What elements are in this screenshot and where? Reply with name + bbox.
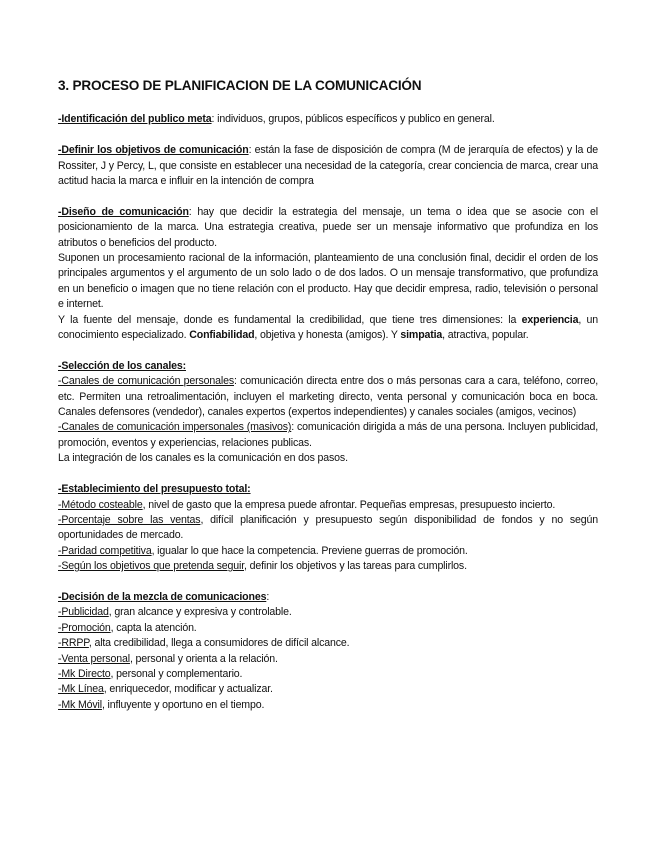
presupuesto-heading-line bbox=[58, 482, 598, 497]
section-objetivos bbox=[58, 143, 598, 189]
presupuesto-item-label: -Método costeable bbox=[58, 498, 143, 511]
presupuesto-item-label: -Paridad competitiva bbox=[58, 544, 152, 557]
section-identificacion bbox=[58, 112, 598, 127]
mezcla-item bbox=[58, 698, 598, 713]
presupuesto-item bbox=[58, 559, 598, 574]
mezcla-item-text: , influyente y oportuno en el tiempo. bbox=[101, 698, 265, 711]
diseno-heading: -Diseño de comunicación bbox=[58, 205, 189, 218]
mezcla-heading: -Decisión de la mezcla de comunicaciones bbox=[58, 590, 267, 603]
canales-impersonales bbox=[58, 420, 598, 451]
diseno-text-3b: , un conocimiento especializado. bbox=[58, 313, 598, 342]
presupuesto-item bbox=[58, 498, 598, 513]
presupuesto-heading: -Establecimiento del presupuesto total: bbox=[58, 483, 251, 496]
mezcla-item bbox=[58, 621, 598, 636]
mezcla-item-label: -Promoción bbox=[58, 621, 111, 634]
mezcla-item-label: -Venta personal bbox=[58, 652, 130, 665]
mezcla-item bbox=[58, 636, 598, 651]
diseno-paragraph-3 bbox=[58, 313, 598, 344]
presupuesto-item-label: -Según los objetivos que pretenda seguir bbox=[58, 560, 244, 573]
mezcla-item bbox=[58, 682, 598, 697]
presupuesto-item-text: , igualar lo que hace la competencia. Previene guerras de promoción. bbox=[151, 544, 468, 557]
diseno-text-3a: Y la fuente del mensaje, donde es fundamental la credibilidad, que tiene tres dimensiones: la bbox=[58, 313, 522, 326]
objetivos-text: : están la fase de disposición de compra (M de jerarquía de efectos) y la de Rossiter, J y Percy, L, que consiste en establecer una necesidad de la categoría, crear conciencia de marca, crear una actitud hacia la marca e influir en la intención de compra bbox=[58, 144, 598, 188]
mezcla-item-text: , personal y complementario. bbox=[110, 667, 243, 680]
diseno-text-3c: , objetiva y honesta (amigos). Y bbox=[254, 329, 401, 342]
canales-personales-text: : comunicación directa entre dos o más personas cara a cara, teléfono, correo, etc. Permiten una retroalimentación, incluyen el marketing directo, venta personal y comunicación boca en boca. Canales defensores (vendedor), canales expertos (expertos independientes) y canales sociales (amigos, vecinos) bbox=[58, 375, 598, 419]
identificacion-heading: -Identificación del publico meta bbox=[58, 113, 212, 126]
diseno-bold-confiabilidad: Confiabilidad bbox=[189, 329, 255, 342]
canales-impersonales-text: : comunicación dirigida a más de una persona. Incluyen publicidad, promoción, eventos y experiencias, relaciones publicas. bbox=[58, 421, 598, 449]
canales-heading-line bbox=[58, 359, 598, 374]
mezcla-item-label: -Mk Directo bbox=[58, 667, 111, 680]
mezcla-heading-colon: : bbox=[266, 590, 270, 603]
objetivos-heading: -Definir los objetivos de comunicación bbox=[58, 144, 249, 157]
mezcla-item bbox=[58, 605, 598, 620]
diseno-bold-simpatia: simpatia bbox=[400, 329, 443, 342]
presupuesto-item-text: , definir los objetivos y las tareas para cumplirlos. bbox=[244, 560, 467, 573]
presupuesto-item bbox=[58, 544, 598, 559]
identificacion-text: : individuos, grupos, públicos específicos y publico en general. bbox=[211, 113, 495, 126]
mezcla-item-text: , gran alcance y expresiva y controlable. bbox=[108, 606, 292, 619]
mezcla-item-text: , alta credibilidad, llega a consumidores de difícil alcance. bbox=[88, 637, 350, 650]
section-diseno bbox=[58, 205, 598, 251]
mezcla-item-text: , capta la atención. bbox=[110, 621, 197, 634]
presupuesto-item bbox=[58, 513, 598, 544]
mezcla-item bbox=[58, 652, 598, 667]
mezcla-heading-line bbox=[58, 590, 598, 605]
diseno-text-1: : hay que decidir la estrategia del mensaje, un tema o idea que se asocie con el posicionamiento de la marca. Una estrategia creativa, puede ser un mensaje informativo que profundiza en los atributos o beneficios del producto. bbox=[58, 205, 598, 249]
mezcla-item-label: -Mk Línea bbox=[58, 683, 104, 696]
document-page bbox=[58, 78, 598, 713]
mezcla-item-label: -RRPP bbox=[58, 637, 89, 650]
mezcla-item-text: , personal y orienta a la relación. bbox=[129, 652, 278, 665]
canales-heading: -Selección de los canales: bbox=[58, 359, 186, 372]
canales-integracion: La integración de los canales es la comunicación en dos pasos. bbox=[58, 452, 348, 465]
mezcla-item-text: , enriquecedor, modificar y actualizar. bbox=[103, 683, 273, 696]
diseno-bold-experiencia: experiencia bbox=[521, 313, 579, 326]
canales-personales-label: -Canales de comunicación personales bbox=[58, 375, 234, 388]
presupuesto-item-label: -Porcentaje sobre las ventas bbox=[58, 513, 201, 526]
mezcla-item-label: -Publicidad bbox=[58, 606, 109, 619]
canales-impersonales-label: -Canales de comunicación impersonales (masivos) bbox=[58, 421, 292, 434]
presupuesto-item-text: , difícil planificación y presupuesto según disponibilidad de fondos y no según oportunidades de mercado. bbox=[58, 513, 598, 542]
presupuesto-item-text: , nivel de gasto que la empresa puede afrontar. Pequeñas empresas, presupuesto incierto. bbox=[142, 498, 556, 511]
mezcla-item bbox=[58, 667, 598, 682]
canales-personales bbox=[58, 374, 598, 420]
page-title: 3. PROCESO DE PLANIFICACION DE LA COMUNICACIÓN bbox=[58, 78, 422, 93]
mezcla-item-label: -Mk Móvil bbox=[58, 698, 102, 711]
diseno-paragraph-2: Suponen un procesamiento racional de la información, planteamiento de una conclusión final, decidir el orden de los principales argumentos y el argumento de un solo lado o de dos lados. O un mensaje transformativo, que profundiza en un beneficio o imagen que no tiene relación con el producto. Hay que decidir empresa, radio, televisión o personal e internet. bbox=[58, 252, 598, 311]
diseno-text-3d: , atractiva, popular. bbox=[442, 329, 529, 342]
